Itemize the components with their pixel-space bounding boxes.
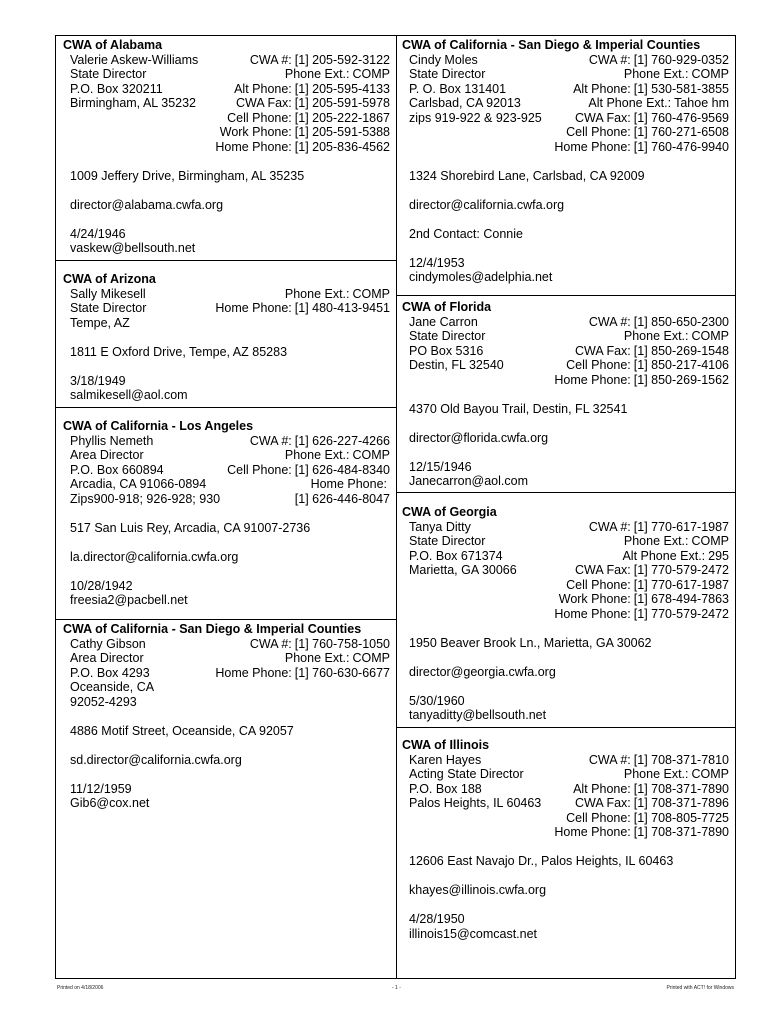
street-address: 517 San Luis Rey, Arcadia, CA 91007-2736	[70, 520, 311, 535]
identity-line: State Director	[70, 301, 147, 315]
entry-details	[63, 287, 390, 331]
field-label: CWA #:	[249, 636, 292, 651]
entry-phone-fields	[215, 53, 390, 155]
phone-field	[554, 344, 729, 359]
spacer	[63, 212, 390, 227]
field-label: CWA Fax:	[574, 796, 631, 810]
field-label: CWA #:	[588, 752, 631, 767]
personal-email: vaskew@bellsouth.net	[70, 241, 196, 255]
spacer	[402, 416, 729, 431]
entry-phone-fields	[554, 315, 729, 388]
identity-line: Carlsbad, CA 92013	[409, 96, 521, 110]
identity-line: Area Director	[70, 651, 144, 665]
field-label: CWA Fax:	[574, 110, 631, 125]
phone-field	[554, 782, 729, 797]
field-label: Cell Phone:	[227, 110, 292, 125]
identity-line: Phyllis Nemeth	[70, 433, 154, 448]
field-value: COMP	[691, 534, 729, 548]
spacer	[402, 621, 729, 636]
identity-line: Zips900-918; 926-928; 930	[70, 491, 221, 506]
phone-field	[215, 67, 390, 82]
identity-line: State Director	[70, 67, 147, 81]
field-label: Work Phone:	[219, 125, 292, 139]
identity-line: Tanya Ditty	[409, 519, 471, 534]
field-value: [1] 760-929-0352	[633, 52, 729, 67]
personal-email: Janecarron@aol.com	[409, 474, 528, 488]
entry-details	[63, 637, 390, 710]
street-address: 4370 Old Bayou Trail, Destin, FL 32541	[409, 401, 628, 416]
field-label: Phone Ext.:	[284, 67, 350, 81]
identity-line: Arcadia, CA 91066-0894	[70, 477, 207, 491]
phone-field	[554, 753, 729, 768]
field-label: Home Phone:	[215, 665, 292, 680]
identity-line: P.O. Box 671374	[409, 548, 503, 563]
field-label: CWA #:	[588, 52, 631, 67]
field-value: Tahoe hm	[674, 96, 729, 110]
extra-note: 2nd Contact: Connie	[409, 226, 523, 241]
entry-identity	[63, 434, 220, 507]
entry-header: CWA of Arizona	[63, 272, 156, 286]
office-email: director@alabama.cwfa.org	[70, 197, 224, 212]
street-address: 12606 East Navajo Dr., Palos Heights, IL 60463	[409, 854, 674, 868]
field-value: [1] 770-617-1987	[633, 519, 729, 534]
field-value: 295	[708, 548, 729, 563]
identity-line: Sally Mikesell	[70, 286, 146, 301]
entry-identity	[402, 753, 541, 840]
identity-line: Marietta, GA 30066	[409, 563, 517, 577]
right-column	[397, 36, 735, 978]
spacer	[402, 898, 729, 913]
entry-header: CWA of Illinois	[402, 738, 490, 752]
identity-line: Jane Carron	[409, 314, 478, 329]
field-value: [1] 770-617-1987	[633, 577, 729, 592]
field-label: Cell Phone:	[566, 810, 631, 825]
field-label: Home Phone:	[554, 825, 631, 839]
contact-entry	[397, 503, 735, 728]
entry-phone-fields	[554, 53, 729, 155]
spacer	[63, 506, 390, 521]
entry-details	[402, 315, 729, 388]
birthdate: 3/18/1949	[70, 373, 126, 388]
footer-printed-date: Printed on 4/18/2006	[57, 985, 104, 991]
birthdate: 5/30/1960	[409, 693, 465, 708]
field-value: [1] 626-446-8047	[294, 491, 390, 506]
field-label: CWA Fax:	[235, 96, 292, 110]
identity-line: P. O. Box 131401	[409, 81, 507, 96]
identity-line: Cindy Moles	[409, 52, 478, 67]
street-address: 1950 Beaver Brook Ln., Marietta, GA 30062	[409, 635, 652, 650]
field-label: Alt Phone Ext.:	[588, 96, 672, 110]
field-label: Home Phone:	[554, 139, 631, 154]
field-value: [1] 760-271-6508	[633, 125, 729, 139]
phone-field	[227, 492, 390, 507]
identity-line: P.O. Box 660894	[70, 462, 164, 477]
field-value: [1] 626-484-8340	[294, 462, 390, 477]
entry-details	[402, 53, 729, 155]
phone-field	[554, 329, 729, 344]
field-value: [1] 708-371-7890	[633, 825, 729, 839]
contact-entry	[56, 417, 396, 620]
field-label: Phone Ext.:	[623, 767, 689, 781]
phone-field	[554, 549, 729, 564]
field-value: COMP	[352, 286, 390, 301]
entry-identity	[63, 287, 146, 331]
field-value: COMP	[352, 67, 390, 81]
field-label: Alt Phone:	[573, 81, 631, 96]
spacer	[402, 154, 729, 169]
phone-field	[215, 125, 390, 140]
field-label: Home Phone:	[554, 372, 631, 387]
spacer	[63, 709, 390, 724]
field-value: [1] 205-591-5978	[294, 96, 390, 110]
phone-field	[215, 111, 390, 126]
identity-line: Karen Hayes	[409, 752, 482, 767]
field-label: Cell Phone:	[566, 125, 631, 139]
field-value: [1] 205-592-3122	[294, 52, 390, 67]
entry-phone-fields	[554, 520, 729, 622]
field-value: [1] 760-630-6677	[294, 665, 390, 680]
spacer	[402, 241, 729, 256]
field-value: COMP	[691, 329, 729, 343]
phone-field	[554, 520, 729, 535]
field-label: Cell Phone:	[227, 462, 292, 477]
field-value: [1] 205-222-1867	[294, 110, 390, 125]
contact-entry	[397, 298, 735, 493]
street-address: 4886 Motif Street, Oceanside, CA 92057	[70, 723, 294, 738]
spacer	[402, 650, 729, 665]
identity-line: State Director	[409, 67, 486, 81]
spacer	[63, 564, 390, 579]
field-label: Phone Ext.:	[623, 67, 689, 81]
field-label: Home Phone:	[554, 606, 631, 621]
field-label: Home Phone:	[215, 139, 292, 154]
entry-phone-fields	[554, 753, 729, 840]
field-value: [1] 205-591-5388	[294, 125, 390, 139]
spacer	[63, 154, 390, 169]
phone-field	[215, 651, 390, 666]
field-label: Phone Ext.:	[284, 286, 350, 301]
phone-field	[227, 463, 390, 478]
directory-page	[55, 35, 736, 979]
left-column	[56, 36, 397, 978]
phone-field	[554, 563, 729, 578]
field-label: Cell Phone:	[566, 358, 631, 372]
phone-field	[227, 434, 390, 449]
identity-line: Tempe, AZ	[70, 315, 130, 330]
personal-email: Gib6@cox.net	[70, 796, 150, 810]
entry-identity	[402, 315, 504, 388]
contact-entry	[56, 270, 396, 408]
field-label: CWA #:	[588, 519, 631, 534]
entry-identity	[402, 53, 542, 155]
field-label: Phone Ext.:	[284, 448, 350, 462]
field-label: CWA #:	[249, 433, 292, 448]
phone-field	[554, 607, 729, 622]
personal-email: cindymoles@adelphia.net	[409, 270, 553, 284]
phone-field	[215, 301, 390, 316]
phone-field	[554, 67, 729, 82]
entry-identity	[63, 637, 154, 710]
entry-phone-fields	[215, 637, 390, 710]
phone-field	[554, 82, 729, 97]
field-value: [1] 760-758-1050	[294, 636, 390, 651]
phone-field	[554, 53, 729, 68]
phone-field	[227, 477, 390, 492]
identity-line: P.O. Box 320211	[70, 81, 163, 96]
field-value: [1] 480-413-9451	[294, 301, 390, 315]
phone-field	[215, 96, 390, 111]
field-value: [1] 708-371-7896	[633, 796, 729, 810]
identity-line: Oceanside, CA	[70, 680, 155, 694]
phone-field	[554, 111, 729, 126]
field-value: [1] 850-269-1562	[633, 372, 729, 387]
spacer	[402, 679, 729, 694]
phone-field	[215, 53, 390, 68]
office-email: director@florida.cwfa.org	[409, 430, 549, 445]
contact-entry	[397, 736, 735, 980]
identity-line: PO Box 5316	[409, 343, 484, 358]
field-value: COMP	[352, 651, 390, 665]
office-email: director@georgia.cwfa.org	[409, 664, 556, 679]
phone-field	[554, 592, 729, 607]
field-label: CWA #:	[249, 52, 292, 67]
identity-line: P.O. Box 188	[409, 781, 482, 796]
spacer	[402, 183, 729, 198]
field-label: Alt Phone:	[234, 81, 292, 96]
field-value: [1] 708-371-7890	[633, 781, 729, 796]
street-address: 1324 Shorebird Lane, Carlsbad, CA 92009	[409, 168, 645, 183]
contact-entry	[397, 36, 735, 296]
field-value: [1] 626-227-4266	[294, 433, 390, 448]
field-value: [1] 205-595-4133	[294, 81, 390, 96]
spacer	[402, 445, 729, 460]
field-label: Work Phone:	[558, 592, 631, 606]
street-address: 1009 Jeffery Drive, Birmingham, AL 35235	[70, 168, 305, 183]
phone-field	[554, 315, 729, 330]
field-value: [1] 850-269-1548	[633, 343, 729, 358]
field-value: [1] 770-579-2472	[633, 606, 729, 621]
personal-email: illinois15@comcast.net	[409, 926, 538, 941]
personal-email: freesia2@pacbell.net	[70, 593, 188, 607]
field-value: COMP	[691, 767, 729, 781]
entry-header: CWA of California - Los Angeles	[63, 419, 254, 433]
field-label: Alt Phone Ext.:	[622, 548, 706, 563]
entry-header: CWA of California - San Diego & Imperial Counties	[63, 622, 362, 636]
identity-line: Palos Heights, IL 60463	[409, 796, 542, 810]
phone-field	[215, 82, 390, 97]
spacer	[63, 535, 390, 550]
phone-field	[215, 666, 390, 681]
field-value: [1] 770-579-2472	[633, 563, 729, 577]
field-label: Home Phone:	[310, 477, 387, 491]
field-value: [1] 678-494-7863	[633, 592, 729, 606]
phone-field	[215, 637, 390, 652]
entry-header: CWA of Florida	[402, 300, 492, 314]
field-value: COMP	[691, 67, 729, 81]
phone-field	[554, 125, 729, 140]
phone-field	[554, 811, 729, 826]
field-label: Alt Phone:	[573, 781, 631, 796]
field-value: [1] 708-371-7810	[633, 752, 729, 767]
office-email: sd.director@california.cwfa.org	[70, 752, 242, 767]
field-label: CWA Fax:	[574, 343, 631, 358]
street-address: 1811 E Oxford Drive, Tempe, AZ 85283	[70, 344, 288, 359]
birthdate: 4/28/1950	[409, 912, 465, 926]
field-value: [1] 760-476-9569	[633, 110, 729, 125]
birthdate: 12/15/1946	[409, 459, 472, 474]
field-label: Phone Ext.:	[284, 651, 350, 665]
identity-line: Destin, FL 32540	[409, 358, 504, 372]
personal-email: tanyaditty@bellsouth.net	[409, 708, 547, 722]
field-label: CWA Fax:	[574, 563, 631, 577]
identity-line: State Director	[409, 329, 486, 343]
phone-field	[554, 534, 729, 549]
field-value: [1] 850-650-2300	[633, 314, 729, 329]
spacer	[402, 387, 729, 402]
entry-header: CWA of California - San Diego & Imperial Counties	[402, 38, 701, 52]
field-value: [1] 205-836-4562	[294, 139, 390, 154]
office-email: la.director@california.cwfa.org	[70, 549, 239, 564]
birthdate: 12/4/1953	[409, 255, 465, 270]
field-label: Phone Ext.:	[623, 534, 689, 548]
footer-printed-with: Printed with ACT! for Windows	[666, 985, 734, 991]
phone-field	[554, 796, 729, 811]
entry-identity	[402, 520, 517, 622]
identity-line: State Director	[409, 534, 486, 548]
entry-phone-fields	[227, 434, 390, 507]
field-label: Phone Ext.:	[623, 329, 689, 343]
field-label: Home Phone:	[215, 301, 292, 315]
identity-line: Birmingham, AL 35232	[70, 96, 197, 110]
contact-entry	[56, 620, 396, 980]
identity-line: Acting State Director	[409, 767, 524, 781]
footer-page-number: - 1 -	[392, 985, 401, 991]
spacer	[63, 359, 390, 374]
phone-field	[554, 373, 729, 388]
phone-field	[215, 287, 390, 302]
entry-details	[63, 53, 390, 155]
entry-identity	[63, 53, 198, 155]
spacer	[402, 869, 729, 884]
phone-field	[554, 578, 729, 593]
field-value: [1] 708-805-7725	[633, 810, 729, 825]
identity-line: zips 919-922 & 923-925	[409, 110, 542, 125]
office-email: khayes@illinois.cwfa.org	[409, 883, 547, 897]
field-value: [1] 850-217-4106	[633, 358, 729, 372]
phone-field	[215, 140, 390, 155]
spacer	[63, 767, 390, 782]
identity-line: Area Director	[70, 448, 144, 462]
identity-line: P.O. Box 4293	[70, 665, 150, 680]
field-label: Cell Phone:	[566, 577, 631, 592]
personal-email: salmikesell@aol.com	[70, 388, 188, 402]
contact-entry	[56, 36, 396, 261]
spacer	[402, 840, 729, 855]
phone-field	[554, 825, 729, 840]
spacer	[63, 330, 390, 345]
identity-line: Cathy Gibson	[70, 636, 146, 651]
field-label: CWA #:	[588, 314, 631, 329]
entry-header: CWA of Georgia	[402, 505, 497, 519]
identity-line: Valerie Askew-Williams	[70, 52, 199, 67]
phone-field	[554, 96, 729, 111]
phone-field	[554, 358, 729, 373]
field-value: [1] 760-476-9940	[633, 139, 729, 154]
entry-details	[63, 434, 390, 507]
identity-line: 92052-4293	[70, 694, 137, 709]
phone-field	[554, 140, 729, 155]
spacer	[63, 738, 390, 753]
field-value: [1] 530-581-3855	[633, 81, 729, 96]
field-value: COMP	[352, 448, 390, 462]
phone-field	[554, 767, 729, 782]
entry-details	[402, 753, 729, 840]
spacer	[63, 183, 390, 198]
birthdate: 10/28/1942	[70, 578, 133, 593]
spacer	[402, 212, 729, 227]
entry-header: CWA of Alabama	[63, 38, 163, 52]
entry-phone-fields	[215, 287, 390, 331]
birthdate: 4/24/1946	[70, 226, 126, 241]
entry-details	[402, 520, 729, 622]
birthdate: 11/12/1959	[70, 781, 132, 796]
office-email: director@california.cwfa.org	[409, 197, 565, 212]
phone-field	[227, 448, 390, 463]
